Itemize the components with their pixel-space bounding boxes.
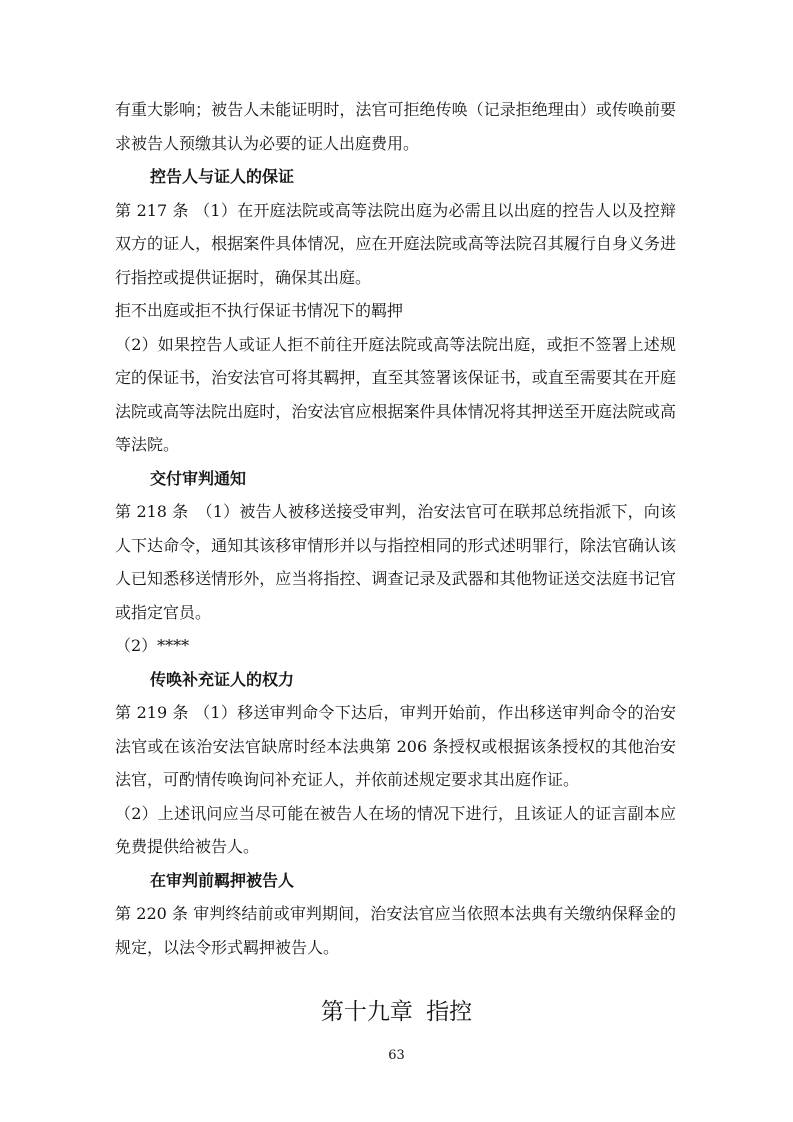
section-heading: 交付审判通知 <box>150 468 247 488</box>
paragraph: 拒不出庭或拒不执行保证书情况下的羁押 <box>115 301 404 320</box>
document-body <box>115 93 676 964</box>
section-heading: 传唤补充证人的权力 <box>150 669 295 689</box>
paragraph: 第 220 条 审判终结前或审判期间，治安法官应当依照本法典有关缴纳保释金的规定，以法令形式羁押被告人。 <box>115 904 676 957</box>
paragraph: （2）上述讯问应当尽可能在被告人在场的情况下进行，且该证人的证言副本应免费提供给被告人。 <box>115 803 676 856</box>
section-heading: 在审判前羁押被告人 <box>150 870 295 890</box>
section-heading: 控告人与证人的保证 <box>150 167 295 186</box>
page-number: 63 <box>388 1048 405 1063</box>
chapter-heading: 第十九章 指控 <box>320 999 473 1025</box>
paragraph: 第 219 条 （1）移送审判命令下达后，审判开始前，作出移送审判命令的治安法官或在该治安法官缺席时经本法典第 206 条授权或根据该条授权的其他治安法官，可酌情传唤询问补充证人，并依前述规定要求其出庭作证。 <box>115 703 676 789</box>
paragraph: 第 218 条 （1）被告人被移送接受审判，治安法官可在联邦总统指派下，向该人下达命令，通知其该移审情形并以与指控相同的形式述明罪行，除法官确认该人已知悉移送情形外，应当将指控、调查记录及武器和其他物证送交法庭书记官或指定官员。 <box>115 502 676 622</box>
paragraph: 第 217 条 （1）在开庭法院或高等法院出庭为必需且以出庭的控告人以及控辩双方的证人，根据案件具体情况，应在开庭法院或高等法院召其履行自身义务进行指控或提供证据时，确保其出庭。 <box>115 200 676 287</box>
paragraph: （2）如果控告人或证人拒不前往开庭法院或高等法院出庭，或拒不签署上述规定的保证书，治安法官可将其羁押，直至其签署该保证书，或直至需要其在开庭法院或高等法院出庭时，治安法官应根据案件具体情况将其押送至开庭法院或高等法院。 <box>115 334 676 454</box>
paragraph: 有重大影响；被告人未能证明时，法官可拒绝传唤（记录拒绝理由）或传唤前要求被告人预缴其认为必要的证人出庭费用。 <box>115 100 676 153</box>
paragraph: （2）**** <box>115 636 190 655</box>
